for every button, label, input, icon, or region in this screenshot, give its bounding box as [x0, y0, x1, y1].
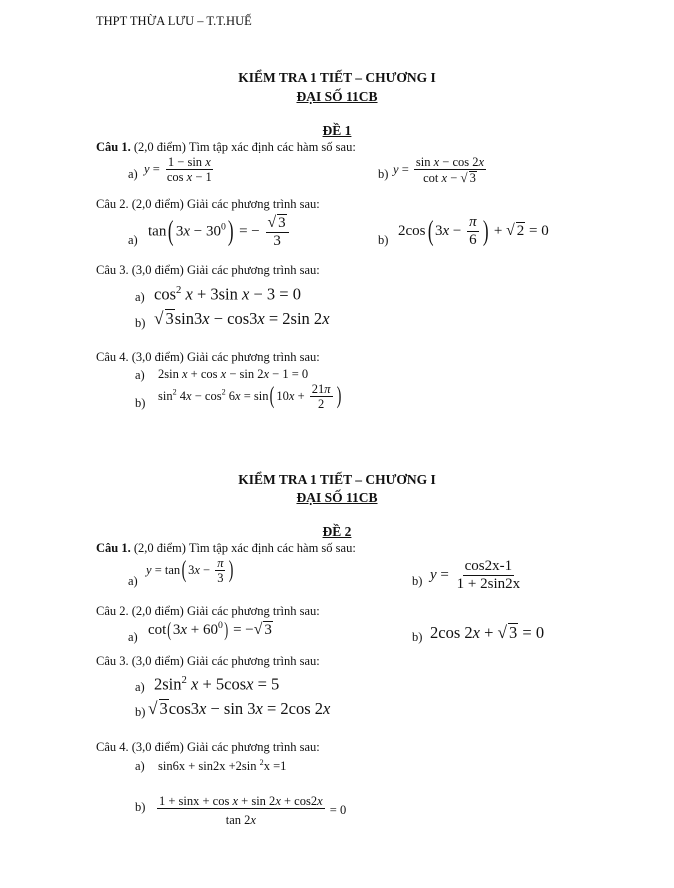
exam2-q1-label: Câu 1. [96, 541, 131, 555]
school-header: THPT THỪA LƯU – T.T.HUẾ [96, 14, 252, 28]
exam1-q1b-label: b) [378, 167, 389, 181]
exam2-q3a-label: a) [135, 680, 145, 694]
exam2-q4b-formula: $\frac{\text{1 + sinx + cos x + sin 2x + cos2x}}{\tan 2x}$ = 0 [159, 794, 347, 828]
exam1-q2b-label: b) [378, 233, 389, 247]
exam1-q1a-label: a) [128, 167, 138, 181]
exam1-q2a-label: a) [128, 233, 138, 247]
exam2-q4a-label: a) [135, 759, 145, 773]
exam1-q1-text: (2,0 điểm) Tìm tập xác định các hàm số sau: [130, 140, 356, 154]
exam2-q1a-label: a) [128, 574, 138, 588]
exam1-q4b-formula: $\sin^2 4x - \cos^2 6x = \sin$( 10x + $\frac{21\pi}{2}$ ) [158, 382, 341, 412]
exam2-q1a-formula: y = tan( 3x − $\frac{\pi}{3}$ ) [146, 556, 234, 586]
exam1-q1b-formula: y = $\frac{\text{sin x − cos 2x}}{\text{cot x − √ 3}}$ [393, 155, 485, 186]
exam1-code: ĐỀ 1 [322, 123, 352, 138]
exam1-q2: Câu 2. (2,0 điểm) Giải các phương trình sau: [96, 197, 320, 211]
exam1-q1-label: Câu 1. [96, 140, 131, 154]
exam2-code: ĐỀ 2 [322, 524, 352, 539]
exam2-q1b-label: b) [412, 574, 423, 588]
exam1-title: KIỂM TRA 1 TIẾT – CHƯƠNG I [238, 70, 436, 85]
exam2-q2: Câu 2. (2,0 điểm) Giải các phương trình sau: [96, 604, 320, 618]
exam2-q2b-label: b) [412, 630, 423, 644]
exam2-q4b-label: b) [135, 800, 146, 814]
exam2-q4a-formula: sin6x + sin2x +2sin $^2$x =1 [158, 758, 287, 774]
exam2-q3b-label: b) [135, 705, 146, 719]
exam2-q2b-formula: 2cos 2x + √ 3 = 0 [430, 623, 545, 642]
exam1-q3: Câu 3. (3,0 điểm) Giải các phương trình sau: [96, 263, 320, 277]
exam2-q3: Câu 3. (3,0 điểm) Giải các phương trình sau: [96, 654, 320, 668]
exam1-q1a-formula: y = $\frac{\text{1 − sin x}}{\text{cos x − 1}}$ [144, 155, 212, 185]
exam1-q4b-label: b) [135, 396, 146, 410]
exam2-q3a-formula: $2\sin^2$ x + 5cosx = 5 [154, 674, 280, 694]
exam1-q4a-formula: 2sin x + cos x − sin 2x − 1 = 0 [158, 367, 309, 381]
exam2-q4: Câu 4. (3,0 điểm) Giải các phương trình sau: [96, 740, 320, 754]
exam2-q1-text: (2,0 điểm) Tìm tập xác định các hàm số sau: [130, 541, 356, 555]
exam2-q2a-formula: $\cot(3x + 60^0)$ = −√ 3 [148, 619, 272, 641]
exam1-subject: ĐẠI SỐ 11CB [296, 89, 378, 104]
exam1-q2a-formula: tan( $3x - 30^0$) = − $\frac{√ 3}{3}$ [148, 214, 291, 251]
exam1-q3b-formula: √ 3sin3x − cos3x = 2sin 2x [154, 309, 330, 328]
exam1-q3b-label: b) [135, 316, 146, 330]
exam1-q1 [96, 140, 356, 155]
exam1-q3a-formula: $\cos^2 x + 3\sin$ x − 3 = 0 [154, 284, 301, 304]
exam2-subject: ĐẠI SỐ 11CB [296, 490, 378, 505]
exam2-q3b-formula: √ 3cos3x − sin 3x = 2cos 2x [148, 699, 331, 718]
exam1-q2b-formula: 2cos( 3x − $\frac{\pi}{6}$ ) + √ 2 = 0 [398, 214, 549, 249]
exam1-q4a-label: a) [135, 368, 145, 382]
exam2-q2a-label: a) [128, 630, 138, 644]
exam1-q3a-label: a) [135, 290, 145, 304]
exam1-q4: Câu 4. (3,0 điểm) Giải các phương trình sau: [96, 350, 320, 364]
exam2-q1b-formula: y = $\frac{\cos 2x-1}{1 + 2\sin 2x}$ [430, 558, 521, 593]
exam2-q1 [96, 541, 356, 556]
exam2-title: KIỂM TRA 1 TIẾT – CHƯƠNG I [238, 472, 436, 487]
